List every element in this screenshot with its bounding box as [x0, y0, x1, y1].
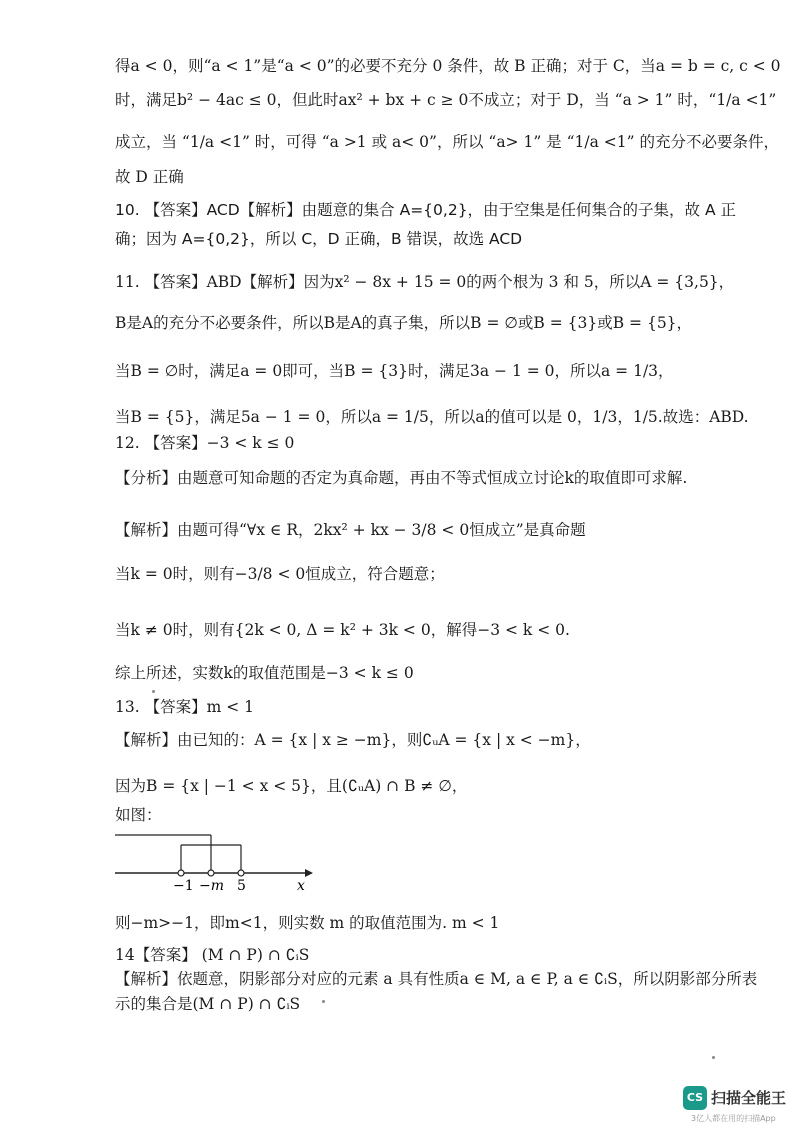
scan-speck [712, 1056, 715, 1059]
answer-12-line: 【分析】由题意可知命题的否定为真命题，再由不等式恒成立讨论k的取值即可求解. [115, 469, 688, 487]
point-5 [238, 870, 244, 876]
number-line-figure [115, 825, 335, 895]
scanner-app-name: 扫描全能王 [711, 1089, 787, 1107]
text-line: 得a < 0，则“a < 1”是“a < 0”的必要不充分 0 条件，故 B 正确；对于 C，当a = b = c, c < 0 [115, 57, 781, 75]
axis-arrow [305, 869, 313, 877]
scan-speck [152, 690, 155, 693]
answer-11-line: 11. 【答案】ABD【解析】因为x² − 8x + 15 = 0的两个根为 3 和 5，所以A = {3,5}， [115, 273, 735, 291]
text-line: 成立，当 “1/a <1” 时，可得 “a >1 或 a< 0”，所以 “a> 1” 是 “1/a <1” 的充分不必要条件， [115, 133, 779, 151]
camscanner-logo: CS [683, 1086, 707, 1110]
answer-12-line: 综上所述，实数k的取值范围是−3 < k ≤ 0 [115, 664, 414, 682]
answer-13-line: 【解析】由已知的：A = {x | x ≥ −m}，则∁ᵤA = {x | x < −m}， [115, 731, 591, 749]
answer-12-line: 12. 【答案】−3 < k ≤ 0 [115, 434, 295, 452]
label-minus-1: −1 [173, 878, 194, 894]
text-line: 时，满足b² − 4ac ≤ 0，但此时ax² + bx + c ≥ 0不成立；对于 D，当 “a > 1” 时，“1/a <1” [115, 91, 777, 109]
answer-12-line: 当k = 0时，则有−3/8 < 0恒成立，符合题意； [115, 565, 445, 583]
label-minus-m: −m [199, 878, 225, 894]
scanner-watermark [683, 1083, 793, 1125]
answer-14-line: 【解析】依题意，阴影部分对应的元素 a 具有性质a ∈ M, a ∈ P, a ∈ ∁ᵢS，所以阴影部分所表 [115, 970, 758, 988]
answer-11-line: 当B = {5}，满足5a − 1 = 0，所以a = 1/5，所以a的值可以是 0，1/3，1/5.故选：ABD. [115, 408, 749, 426]
text-line: 故 D 正确 [115, 168, 184, 186]
answer-10-line: 确；因为 A={0,2}，所以 C，D 正确，B 错误，故选 ACD [115, 230, 523, 248]
answer-11-line: 当B = ∅时，满足a = 0即可，当B = {3}时，满足3a − 1 = 0，所以a = 1/3， [115, 362, 674, 380]
scan-speck [322, 1000, 325, 1003]
answer-10-line: 10. 【答案】ACD【解析】由题意的集合 A={0,2}，由于空集是任何集合的子集，故 A 正 [115, 201, 737, 219]
answer-13-line: 因为B = {x | −1 < x < 5}，且(∁ᵤA) ∩ B ≠ ∅， [115, 777, 468, 795]
answer-12-line: 当k ≠ 0时，则有{2k < 0, Δ = k² + 3k < 0，解得−3 < k < 0. [115, 621, 570, 639]
answer-14-line: 示的集合是(M ∩ P) ∩ ∁ᵢS [115, 995, 301, 1013]
answer-13-line: 13. 【答案】m < 1 [115, 698, 254, 716]
point-minus-m [208, 870, 214, 876]
answer-13-line: 则−m>−1，即m<1，则实数 m 的取值范围为. m < 1 [115, 914, 500, 932]
answer-13-line: 如图： [115, 806, 162, 824]
label-x: x [297, 878, 305, 894]
answer-14-line: 14【答案】 (M ∩ P) ∩ ∁ᵢS [115, 946, 310, 964]
label-5: 5 [237, 878, 246, 894]
answer-12-line: 【解析】由题可得“∀x ∈ R，2kx² + kx − 3/8 < 0恒成立”是真命题 [115, 521, 586, 539]
answer-11-line: B是A的充分不必要条件，所以B是A的真子集，所以B = ∅或B = {3}或B = {5}， [115, 314, 693, 332]
point-minus-1 [178, 870, 184, 876]
scanner-tagline: 3亿人都在用的扫描App [691, 1114, 776, 1123]
